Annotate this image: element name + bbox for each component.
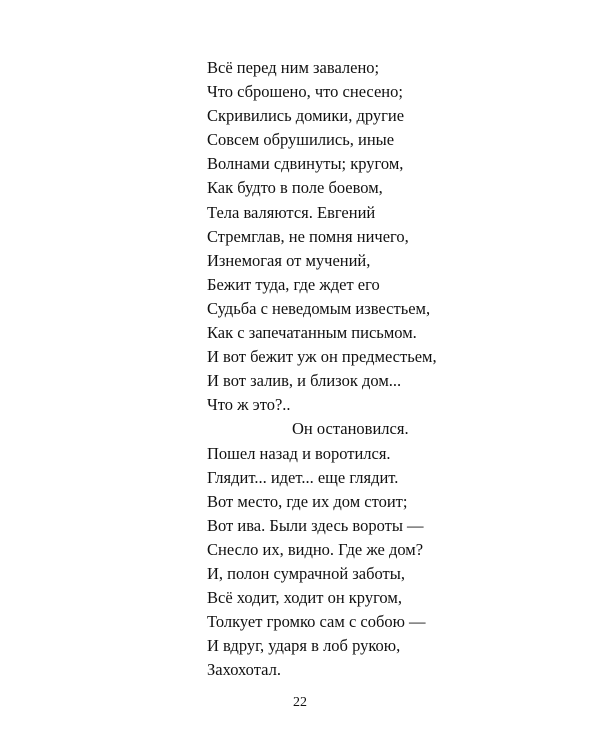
- poem-line: Изнемогая от мучений,: [207, 250, 371, 270]
- poem-line: Вот место, где их дом стоит;: [207, 491, 408, 511]
- poem-line: Всё перед ним завалено;: [207, 58, 380, 77]
- poem-line: Вот ива. Были здесь вороты —: [207, 515, 424, 535]
- poem-line: И, полон сумрачной заботы,: [207, 563, 405, 583]
- poem-line: Толкует громко сам с собою —: [207, 612, 426, 632]
- poem-line-indented: Он остановился.: [292, 419, 409, 439]
- poem-line: Бежит туда, где ждет его: [207, 274, 380, 294]
- poem-line: Как с запечатанным письмом.: [207, 323, 417, 343]
- poem-stanza: [207, 56, 467, 682]
- poem-line: Стремглав, не помня ничего,: [207, 226, 409, 246]
- poem-line: Тела валяются. Евгений: [207, 202, 376, 222]
- poem-line: И вот залив, и близок дом...: [207, 371, 402, 391]
- page-number: 22: [293, 695, 307, 710]
- poem-line: Всё ходит, ходит он кругом,: [207, 588, 402, 608]
- poem-line: Пошел назад и воротился.: [207, 443, 391, 463]
- poem-line: Глядит... идет... еще глядит.: [207, 467, 399, 487]
- poem-line: Совсем обрушились, иные: [207, 130, 395, 150]
- poem-line: Волнами сдвинуты; кругом,: [207, 154, 404, 174]
- poem-line: И вот бежит уж он предместьем,: [207, 347, 437, 367]
- poem-line: Что сброшено, что снесено;: [207, 82, 403, 102]
- poem-line: Что ж это?..: [207, 395, 291, 415]
- poem-line: Судьба с неведомым известьем,: [207, 298, 431, 318]
- poem-line: Скривились домики, другие: [207, 106, 405, 126]
- poem-line: Захохотал.: [207, 660, 281, 680]
- poem-line: Как будто в поле боевом,: [207, 178, 383, 198]
- poem-line: Снесло их, видно. Где же дом?: [207, 539, 424, 559]
- poem-line: И вдруг, ударя в лоб рукою,: [207, 636, 401, 656]
